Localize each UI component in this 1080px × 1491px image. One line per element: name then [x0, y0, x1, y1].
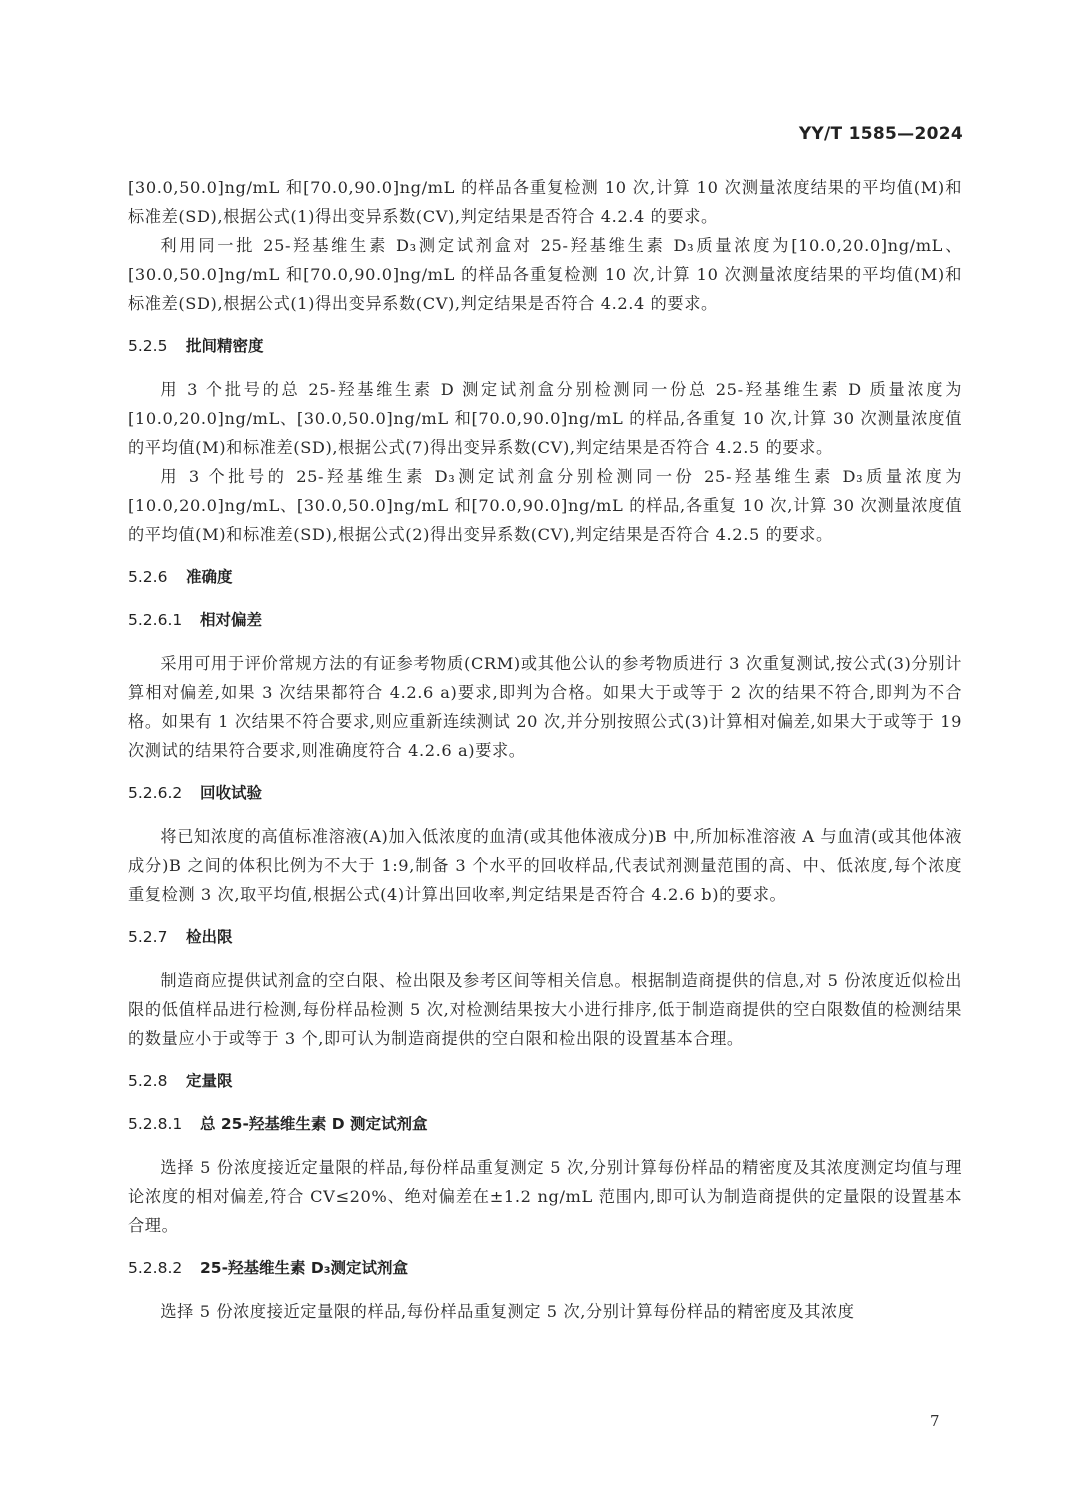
paragraph: 用 3 个批号的总 25-羟基维生素 D 测定试剂盒分别检测同一份总 25-羟基维生素 D 质量浓度为[10.0,20.0]ng/mL、[30.0,50.0]ng/mL 和[70.0,90.0]ng/mL 的样品,各重复 10 次,计算 30 次测量浓度值的平均值(M)和标准差(SD),根据公式(7)得出变异系数(CV),判定结果是否符合 4.2.5 的要求。	[128, 380, 962, 457]
subsection-heading	[128, 779, 962, 808]
section-number: 5.2.6.2	[128, 784, 183, 802]
section-heading	[128, 923, 962, 952]
section-number: 5.2.5	[128, 337, 168, 355]
section-title: 检出限	[186, 928, 233, 946]
section-heading	[128, 1067, 962, 1096]
section-number: 5.2.6.1	[128, 611, 183, 629]
subsection-heading	[128, 1110, 962, 1139]
section-number: 5.2.6	[128, 568, 168, 586]
section-title: 回收试验	[200, 784, 263, 802]
paragraph: 选择 5 份浓度接近定量限的样品,每份样品重复测定 5 次,分别计算每份样品的精密度及其浓度	[160, 1302, 855, 1321]
section-number: 5.2.8.2	[128, 1259, 183, 1277]
section-title: 相对偏差	[200, 611, 263, 629]
section-number: 5.2.8	[128, 1072, 168, 1090]
paragraph: 采用可用于评价常规方法的有证参考物质(CRM)或其他公认的参考物质进行 3 次重复测试,按公式(3)分别计算相对偏差,如果 3 次结果都符合 4.2.6 a)要求,即判为合格。如果大于或等于 2 次的结果不符合,即判为不合格。如果有 1 次结果不符合要求,则应重新连续测试 20 次,并分别按照公式(3)计算相对偏差,如果大于或等于 19 次测试的结果符合要求,则准确度符合 4.2.6 a)要求。	[128, 654, 968, 760]
section-number: 5.2.8.1	[128, 1115, 183, 1133]
paragraph: 利用同一批 25-羟基维生素 D₃测定试剂盒对 25-羟基维生素 D₃质量浓度为[10.0,20.0]ng/mL、[30.0,50.0]ng/mL 和[70.0,90.0]ng/mL 的样品各重复检测 10 次,计算 10 次测量浓度结果的平均值(M)和标准差(SD),根据公式(1)得出变异系数(CV),判定结果是否符合 4.2.4 的要求。	[128, 236, 962, 313]
paragraph: 制造商应提供试剂盒的空白限、检出限及参考区间等相关信息。根据制造商提供的信息,对 5 份浓度近似检出限的低值样品进行检测,每份样品检测 5 次,对检测结果按大小进行排序,低于制造商提供的空白限数值的检测结果的数量应小于或等于 3 个,即可认为制造商提供的空白限和检出限的设置基本合理。	[128, 971, 962, 1048]
paragraph: 选择 5 份浓度接近定量限的样品,每份样品重复测定 5 次,分别计算每份样品的精密度及其浓度测定均值与理论浓度的相对偏差,符合 CV≤20%、绝对偏差在±1.2 ng/mL 范围内,即可认为制造商提供的定量限的设置基本合理。	[128, 1158, 962, 1235]
document-body	[128, 173, 968, 1326]
section-heading	[128, 332, 962, 361]
section-title: 25-羟基维生素 D₃测定试剂盒	[200, 1259, 409, 1277]
section-title: 总 25-羟基维生素 D 测定试剂盒	[200, 1115, 428, 1133]
section-number: 5.2.7	[128, 928, 168, 946]
standard-number: YY/T 1585—2024	[798, 124, 963, 144]
paragraph: [30.0,50.0]ng/mL 和[70.0,90.0]ng/mL 的样品各重复检测 10 次,计算 10 次测量浓度结果的平均值(M)和标准差(SD),根据公式(1)得出变异系数(CV),判定结果是否符合 4.2.4 的要求。	[128, 178, 962, 226]
section-title: 准确度	[186, 568, 233, 586]
paragraph: 将已知浓度的高值标准溶液(A)加入低浓度的血清(或其他体液成分)B 中,所加标准溶液 A 与血清(或其他体液成分)B 之间的体积比例为不大于 1:9,制备 3 个水平的回收样品,代表试剂测量范围的高、中、低浓度,每个浓度重复检测 3 次,取平均值,根据公式(4)计算出回收率,判定结果是否符合 4.2.6 b)的要求。	[128, 827, 962, 904]
section-title: 批间精密度	[186, 337, 264, 355]
section-heading	[128, 563, 962, 592]
subsection-heading	[128, 1254, 962, 1283]
section-title: 定量限	[186, 1072, 233, 1090]
page-number: 7	[930, 1412, 940, 1430]
paragraph: 用 3 个批号的 25-羟基维生素 D₃测定试剂盒分别检测同一份 25-羟基维生素 D₃质量浓度为[10.0,20.0]ng/mL、[30.0,50.0]ng/mL 和[70.0,90.0]ng/mL 的样品,各重复 10 次,计算 30 次测量浓度值的平均值(M)和标准差(SD),根据公式(2)得出变异系数(CV),判定结果是否符合 4.2.5 的要求。	[128, 467, 962, 544]
subsection-heading	[128, 606, 962, 635]
